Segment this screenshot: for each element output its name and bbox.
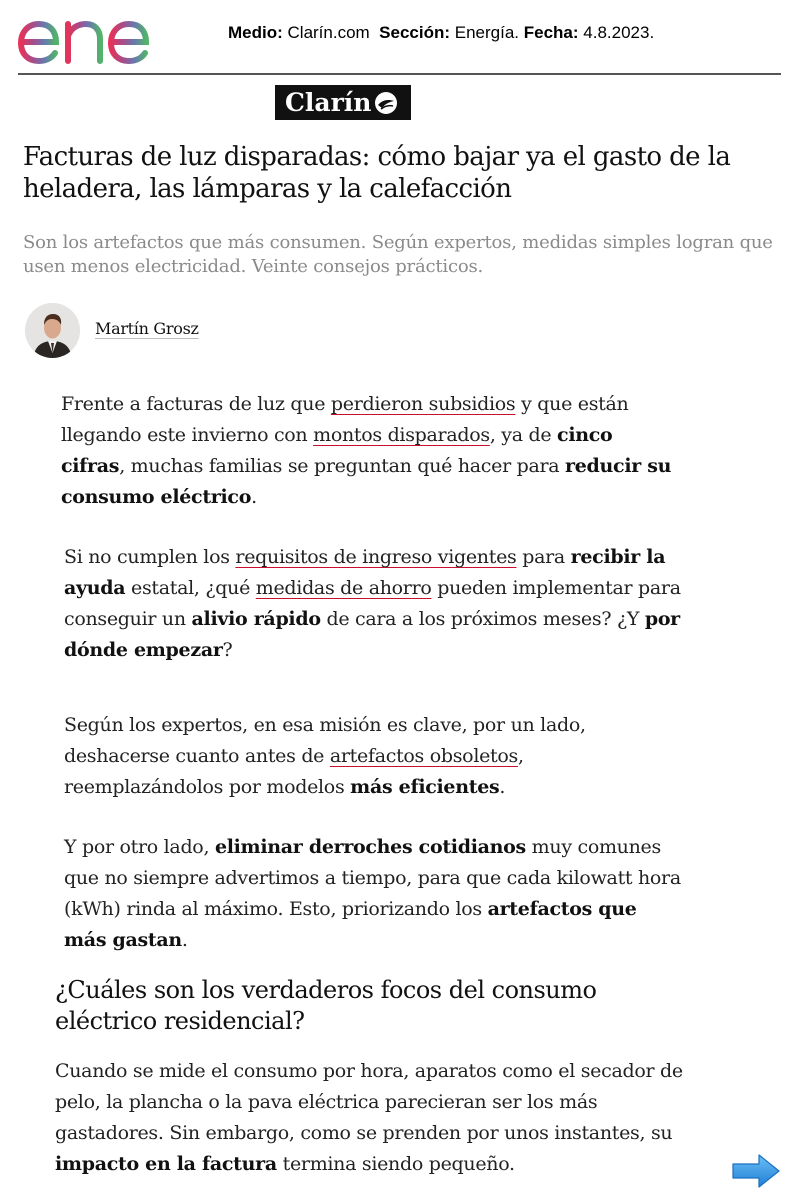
author-name-link[interactable]: Martín Grosz bbox=[95, 319, 199, 338]
medio-label: Medio: bbox=[228, 23, 283, 42]
paragraph-4: Y por otro lado, eliminar derroches cotidianos muy comunes que no siempre advertimos a tiempo, para que cada kilowatt hora (kWh) rinda al máximo. Esto, priorizando los artefactos que más gastan. bbox=[64, 836, 681, 951]
arrow-right-icon[interactable] bbox=[731, 1153, 781, 1189]
article-subtitle: Son los artefactos que más consumen. Según expertos, medidas simples logran que usen menos electricidad. Veinte consejos prácticos. bbox=[23, 232, 773, 277]
link-montos-disparados[interactable]: montos disparados bbox=[313, 424, 490, 446]
clarin-swirl-icon bbox=[374, 91, 398, 115]
author-avatar[interactable] bbox=[25, 303, 80, 358]
link-requisitos-ingreso[interactable]: requisitos de ingreso vigentes bbox=[235, 546, 517, 568]
fecha-value: 4.8.2023. bbox=[583, 23, 655, 42]
bold-impacto-factura: impacto en la factura bbox=[55, 1153, 277, 1175]
bold-eliminar-derroches: eliminar derroches cotidianos bbox=[214, 836, 526, 858]
paragraph-3: Según los expertos, en esa misión es clave, por un lado, deshacerse cuanto antes de artefactos obsoletos, reemplazándolos por modelos más eficientes. bbox=[64, 714, 586, 798]
medio-value: Clarín.com bbox=[287, 23, 370, 42]
author-photo bbox=[25, 303, 80, 358]
enel-logo bbox=[16, 6, 180, 70]
paragraph-5: Cuando se mide el consumo por hora, aparatos como el secador de pelo, la plancha o la pava eléctrica parecieran ser los más gastadores. Sin embargo, como se prenden por unos instantes, su impacto en la factura termina siendo pequeño. bbox=[55, 1060, 683, 1175]
fecha-label: Fecha: bbox=[523, 23, 579, 42]
section-heading: ¿Cuáles son los verdaderos focos del consumo eléctrico residencial? bbox=[55, 976, 597, 1035]
seccion-value: Energía. bbox=[454, 23, 520, 42]
link-medidas-ahorro[interactable]: medidas de ahorro bbox=[255, 577, 432, 599]
clarin-logo bbox=[275, 85, 411, 120]
bold-cinco-cifras: cinco cifras bbox=[61, 424, 613, 477]
clarin-logo-text: Clarín bbox=[285, 88, 372, 117]
article-title: Facturas de luz disparadas: cómo bajar ya el gasto de la heladera, las lámparas y la calefacción bbox=[23, 142, 731, 204]
clipping-meta bbox=[228, 23, 654, 43]
bold-artefactos-que-mas-gastan: artefactos que más gastan bbox=[64, 898, 637, 951]
paragraph-1: Frente a facturas de luz que perdieron subsidios y que están llegando este invierno con montos disparados, ya de cinco cifras, muchas familias se preguntan qué hacer para reducir su consumo eléctrico. bbox=[61, 393, 672, 508]
bold-recibir-ayuda: recibir la ayuda bbox=[64, 546, 666, 599]
header-divider bbox=[18, 73, 781, 75]
link-artefactos-obsoletos[interactable]: artefactos obsoletos bbox=[329, 745, 518, 767]
link-perdieron-subsidios[interactable]: perdieron subsidios bbox=[330, 393, 516, 415]
paragraph-2: Si no cumplen los requisitos de ingreso vigentes para recibir la ayuda estatal, ¿qué medidas de ahorro pueden implementar para conseguir un alivio rápido de cara a los próximos meses? ¿Y por dónde empezar? bbox=[64, 546, 681, 661]
bold-mas-eficientes: más eficientes bbox=[350, 776, 500, 798]
seccion-label: Sección: bbox=[379, 23, 451, 42]
bold-alivio-rapido: alivio rápido bbox=[191, 608, 321, 630]
bold-por-donde-empezar: por dónde empezar bbox=[64, 608, 680, 661]
bold-reducir-consumo: reducir su consumo eléctrico bbox=[61, 455, 672, 508]
